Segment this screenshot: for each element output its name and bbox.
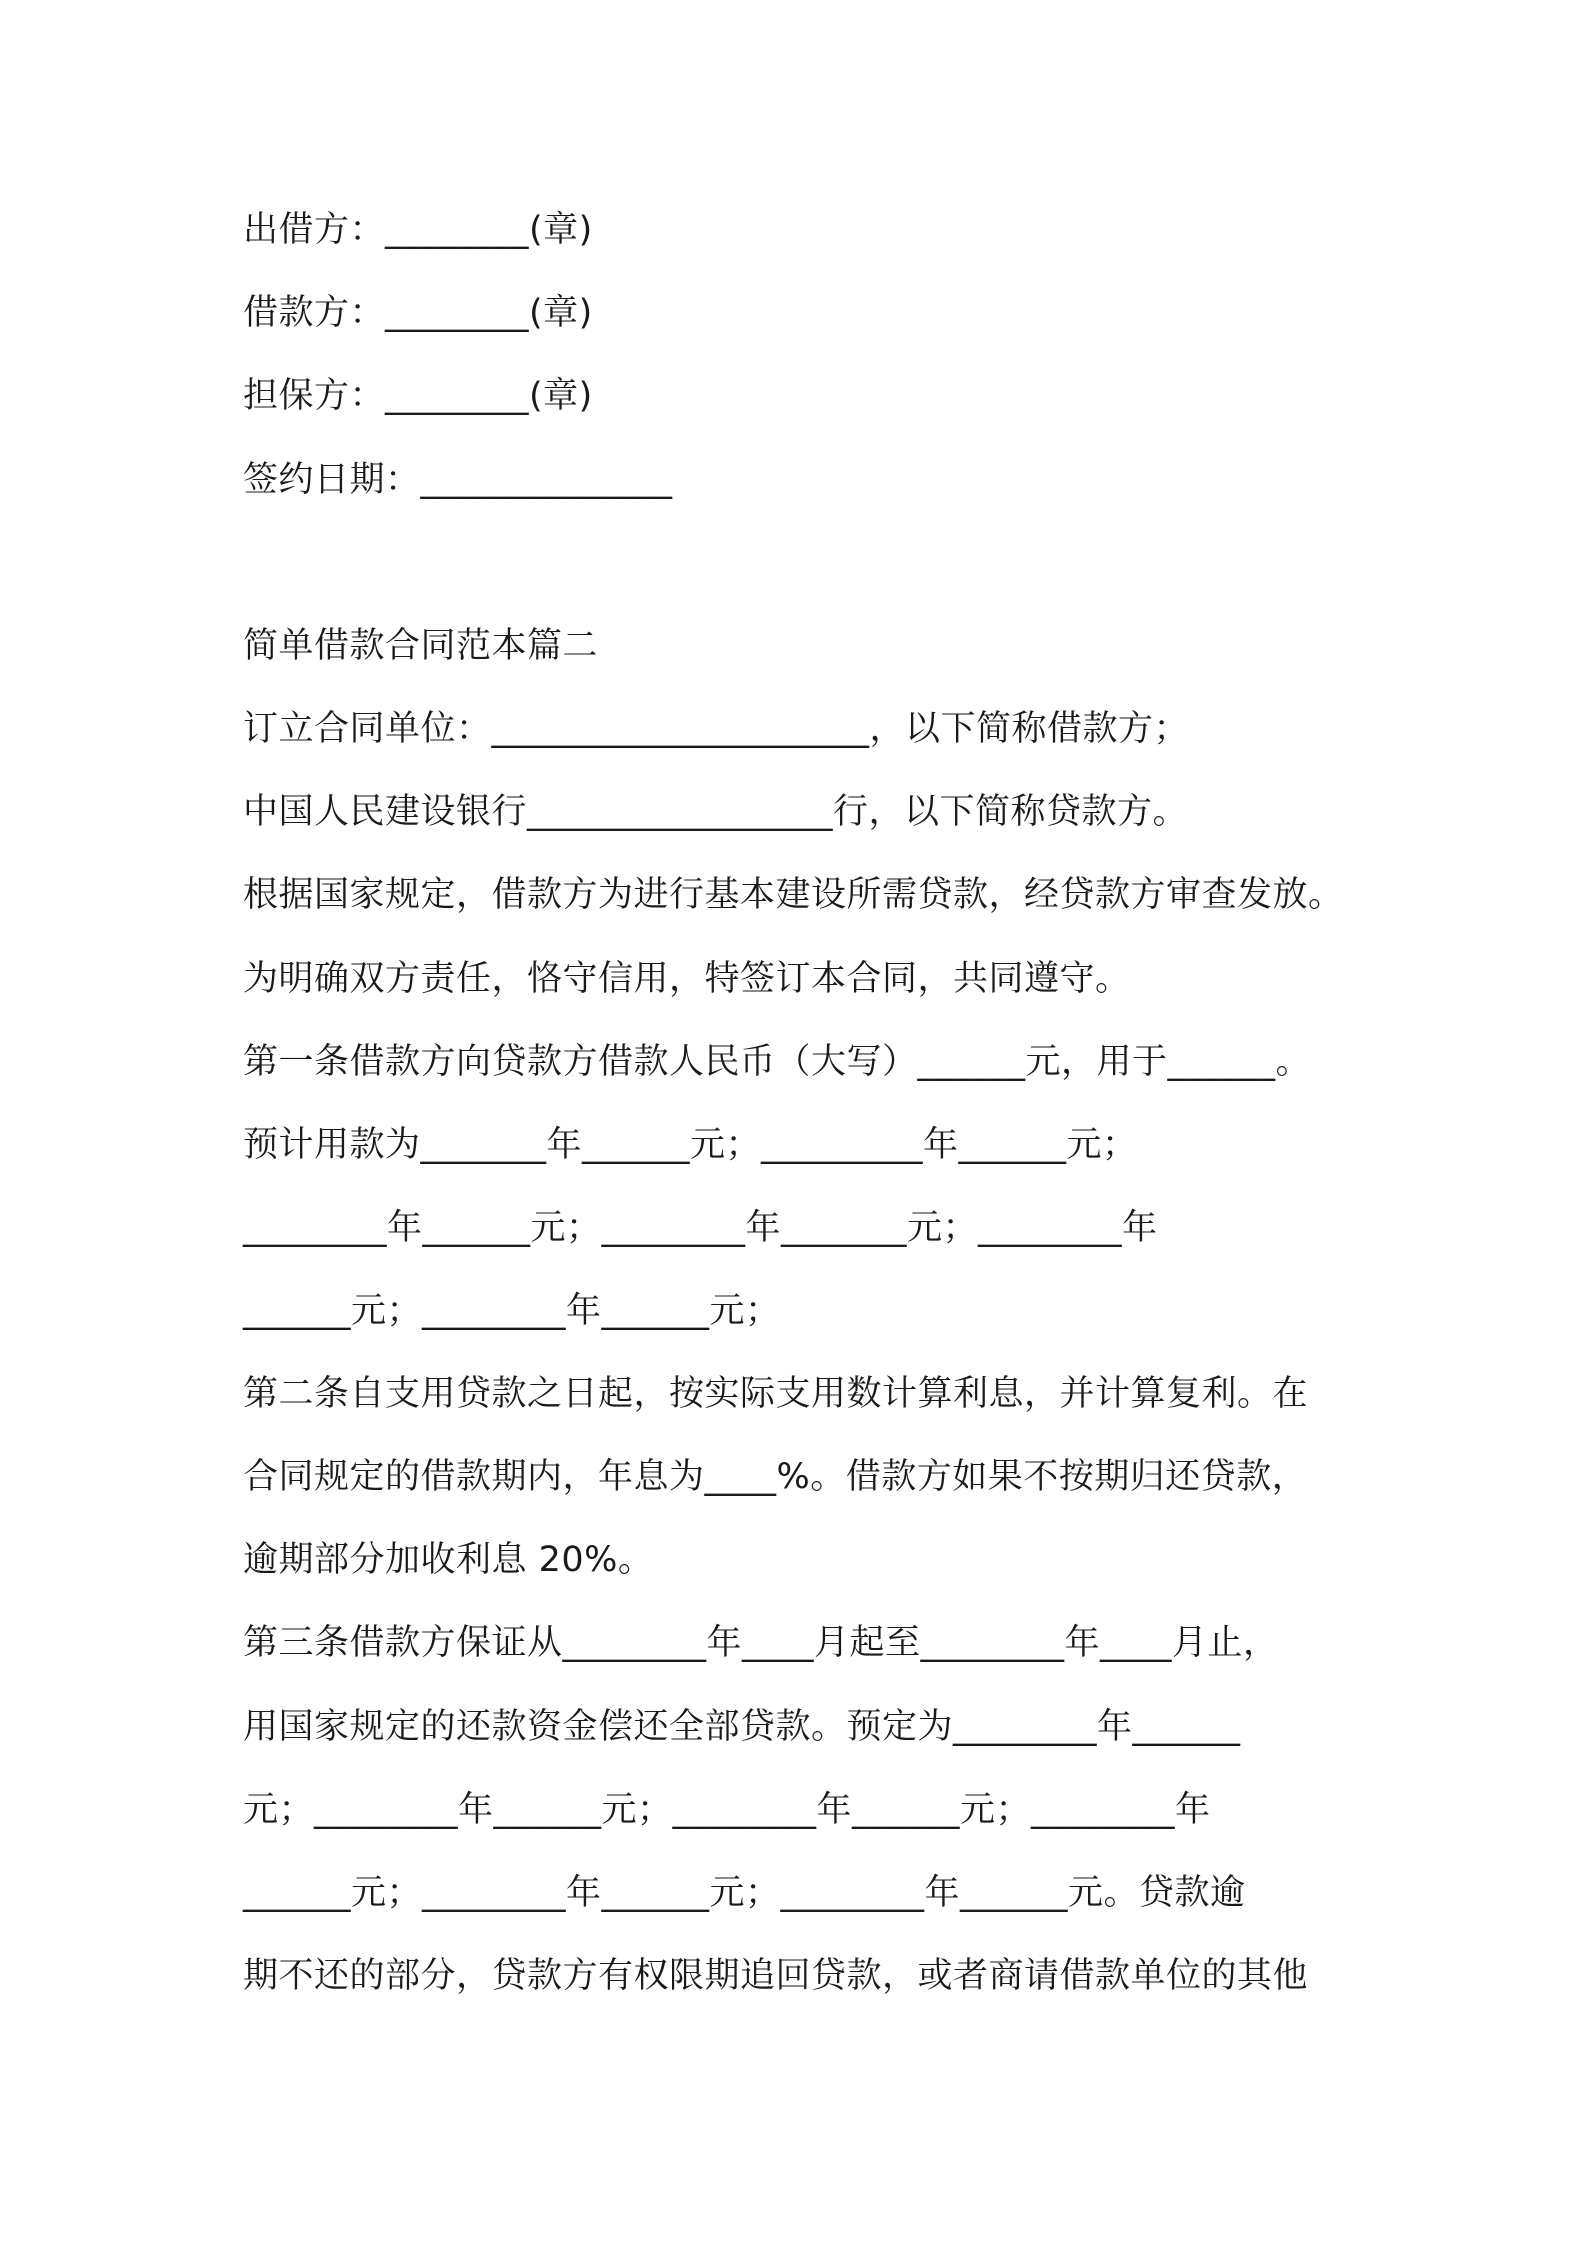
paragraph-line: 预计用款为_______年______元；_________年______元； (243, 1125, 1138, 1165)
article-two-line: 第二条自支用贷款之日起，按实际支用数计算利息，并计算复利。在 (243, 1374, 1309, 1414)
section-title: 简单借款合同范本篇二 (243, 626, 599, 666)
paragraph-line: ________年______元；________年_______元；________年 (243, 1208, 1158, 1248)
bank-party-line: 中国人民建设银行_________________行，以下简称贷款方。 (243, 792, 1189, 832)
paragraph-line: 用国家规定的还款资金偿还全部贷款。预定为________年______ (243, 1707, 1241, 1747)
article-one-line: 第一条借款方向贷款方借款人民币（大写）______元，用于______。 (243, 1042, 1312, 1082)
lender-signature-line: 出借方：________(章) (243, 210, 593, 250)
paragraph-line: 合同规定的借款期内，年息为____%。借款方如果不按期归还贷款， (243, 1457, 1308, 1497)
paragraph-line: 为明确双方责任，恪守信用，特签订本合同，共同遵守。 (243, 959, 1131, 999)
article-three-line: 第三条借款方保证从________年____月起至________年____月止， (243, 1623, 1279, 1663)
guarantor-signature-line: 担保方：________(章) (243, 376, 593, 416)
paragraph-line: 期不还的部分，贷款方有权限期追回贷款，或者商请借款单位的其他 (243, 1956, 1309, 1996)
paragraph-line: ______元；________年______元； (243, 1291, 781, 1331)
paragraph-line: 根据国家规定，借款方为进行基本建设所需贷款，经贷款方审查发放。 (243, 875, 1344, 915)
signing-date-line: 签约日期：______________ (243, 460, 673, 500)
paragraph-line: ______元；________年______元；________年______元。贷款逾 (243, 1873, 1246, 1913)
paragraph-line: 元；________年______元；________年______元；________年 (243, 1790, 1211, 1830)
contract-party-line: 订立合同单位：_____________________，以下简称借款方； (243, 709, 1190, 749)
paragraph-line: 逾期部分加收利息 20%。 (243, 1540, 654, 1580)
borrower-signature-line: 借款方：________(章) (243, 293, 593, 333)
